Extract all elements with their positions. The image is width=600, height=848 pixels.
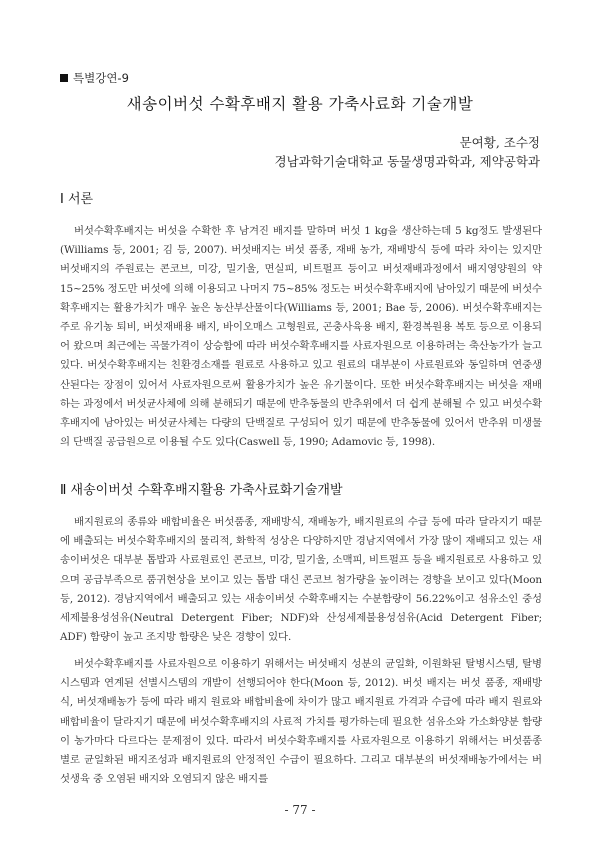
series-label-text: 특별강연-9 [73, 71, 129, 85]
method-paragraph-1: 배지원료의 종류와 배합비율은 버섯품종, 재배방식, 재배농가, 배지원료의 수급 등에 따라 달라지기 때문에 배출되는 버섯수확후배지의 물리적, 화학적 성상은 다양하지만 경남지역에서 가장 많이 재배되고 있는 새송이버섯은 대부분 톱밥과 사료원료인 콘코브, 미강, 밀기울, 소맥피, 비트펄프 등을 배지원료로 사용하고 있으며 공급부족으로 품귀현상을 보이고 있는 톱밥 대신 콘코브 첨가량을 높이려는 경향을 보이고 있다(Moon 등, 2012). 경남지역에서 배출되고 있는 새송이버섯 수확후배지는 수분함량이 56.22%이고 섬유소인 중성세제불용성섬유(Neutral Detergent Fiber; NDF)와 산성세제불용성섬유(Acid Detergent Fiber; ADF) 함량이 높고 조지방 함량은 낮은 경향이 있다. [60, 516, 542, 644]
series-label [60, 70, 129, 86]
paper-title: 새송이버섯 수확후배지 활용 가축사료화 기술개발 [126, 95, 474, 113]
black-square-icon [60, 74, 68, 82]
authors: 문여황, 조수정 [459, 135, 540, 150]
method-paragraph-2: 버섯수확후배지를 사료자원으로 이용하기 위해서는 버섯배지 성분의 균일화, 이원화된 탈병시스템, 탈병시스템과 연계된 선별시스템의 개발이 선행되어야 한다(Moon 등, 2012). 버섯 배지는 버섯 품종, 재배방식, 버섯재배농가 등에 따라 배지 원료와 배합비율에 차이가 많고 배지원료 가격과 수급에 따라 배지 원료와 배합비율이 달라지기 때문에 버섯수확후배지의 사료적 가치를 평가하는데 필요한 섬유소와 가소화양분 함량이 농가마다 다르다는 문제점이 있다. 따라서 버섯수확후배지를 사료자원으로 이용하기 위해서는 버섯품종별로 균일화된 배지조성과 배지원료의 안정적인 수급이 필요하다. 그리고 대부분의 버섯재배농가에서는 버섯생육 중 오염된 배지와 오염되지 않은 배지를 [60, 658, 542, 786]
section-heading-method: Ⅱ 새송이버섯 수확후배지활용 가축사료화기술개발 [60, 483, 343, 498]
section-heading-intro: Ⅰ 서론 [60, 192, 94, 207]
intro-paragraph: 버섯수확후배지는 버섯을 수확한 후 남겨진 배지를 말하며 버섯 1 kg을 생산하는데 5 kg정도 발생된다(Williams 등, 2001; 김 등, 2007). 버섯배지는 버섯 품종, 재배 농가, 재배방식 등에 따라 차이는 있지만 버섯배지의 주원료는 콘코브, 미강, 밀기울, 면실피, 비트펄프 등이고 버섯재배과정에서 배지영양원의 약 15~25% 정도만 버섯에 의해 이용되고 나머지 75~85% 정도는 버섯수확후배지에 남아있기 때문에 버섯수확후배지는 활용가치가 매우 높은 농산부산물이다(Williams 등, 2001; Bae 등, 2006). 버섯수확후배지는 주로 유기농 퇴비, 버섯재배용 배지, 바이오매스 고형원료, 곤충사육용 배지, 환경복원용 복토 등으로 이용되어 왔으며 최근에는 곡물가격이 상승함에 따라 버섯수확후배지를 사료자원으로 이용하려는 축산농가가 늘고 있다. 버섯수확후배지는 친환경소재를 원료로 사용하고 있고 원료의 대부분이 사료원료와 동일하며 연중생산된다는 장점이 있어서 사료자원으로써 활용가치가 높은 유기물이다. 또한 버섯수확후배지는 버섯을 재배하는 과정에서 버섯균사체에 의해 분해되기 때문에 반추동물의 반추위에서 더 쉽게 분해될 수 있고 버섯수확후배지에 남아있는 버섯균사체는 다량의 단백질로 구성되어 있기 때문에 반추동물에 있어서 반추위 미생물의 단백질 공급원으로 이용될 수도 있다(Caswell 등, 1990; Adamovic 등, 1998). [60, 225, 542, 449]
page-number: - 77 - [284, 803, 316, 817]
affiliation: 경남과학기술대학교 동물생명과학과, 제약공학과 [274, 154, 540, 169]
